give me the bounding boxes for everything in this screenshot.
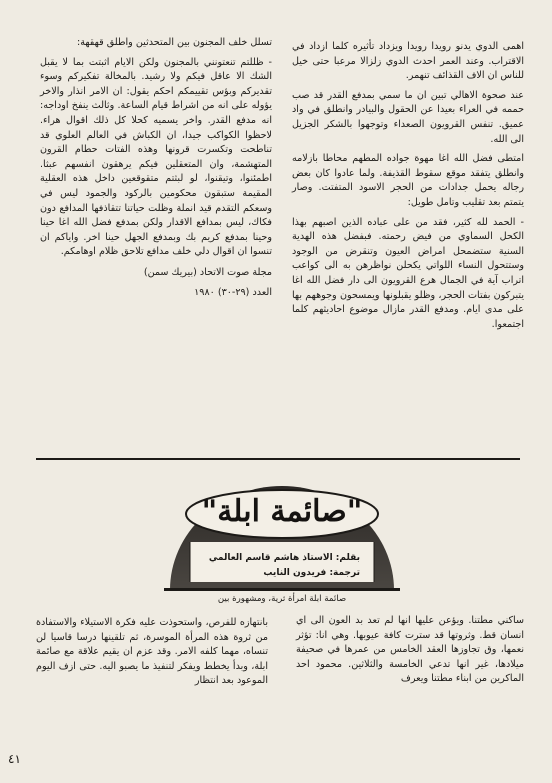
section-divider xyxy=(36,458,520,460)
article-column-top-right xyxy=(292,40,524,337)
paragraph: ساكني مطتنا. ويؤعن عليها انها لم تعد بد العون الى اي انسان قط. وثروتها قد سترت كافة عيوبها. وهي انا: تؤثر نعمها، وق تجاوزها العقد الخامس من عمرها في صحيفة ميلادها، غير انها تدعي الخامسة والثلاثين. محمود احد الماكرين من ابناء مطتنا ويعرف xyxy=(296,615,524,685)
paragraph: اهمى الدوي يدنو رويدا رويدا ويزداد تأثيره كلما ازداد في الاقتراب. وعند العمر احدث الدوي زلزالا مرعبا حتى خيل للناس ان الاف القذائف تنهمر. xyxy=(292,41,524,82)
paragraph: امتطى فضل الله اغا مهوة جواده المطهم محاطا بازلامه وانطلق يتفقد موقع سقوط القذيفة. ولما عادوا كان بعض رجاله يحمل جدادات من الحجر الاسود المتفتت. وصار يتمتم بعد تقليب وتامل طويل: xyxy=(292,153,524,208)
paragraph: عند صحوة الاهالي تبين ان ما سمي بمدفع القدر قد صب حممه في العراء بعيدا عن الحقول والبيادر وانطلق في واد عميق. تنفس القرويون الصعداء وتوجهوا بالشكر الجزيل الى الله. xyxy=(292,89,524,145)
article-column-top-left xyxy=(40,36,272,305)
story-column-left xyxy=(36,616,268,694)
paragraph: بانتهازه للفرص، واستحوذت عليه فكرة الاستيلاء والاستفادة من ثروة هذه المرأة الموسرة، ثم تلقينها درسا قاسيا لن تنساه، مهما كلفه الامر. وقد عزم ان يقيم علاقة مع صائمة ابلة، وبدأ يخطط ويفكر لتنفيذ ما يصبو اليه. حتى ازف اليوم الموعود بعد انتظار xyxy=(36,617,268,687)
story-column-right xyxy=(296,614,524,692)
story-title: "صائمة ابلة" xyxy=(201,494,363,529)
story-opening-line: صائمة ابلة امرأة ثرية، ومشهورة بين xyxy=(217,594,347,604)
page-number: ٤١ xyxy=(8,752,21,766)
issue-number: العدد (٢٩-٣٠) ١٩٨٠ xyxy=(194,286,272,298)
translator-credit: ترجمة: فريدون النايب xyxy=(263,568,360,578)
paragraph: تسلل خلف المجنون بين المتحدثين واطلق قهقهة: xyxy=(77,37,272,48)
author-credit: بقلم: الاستاذ هاشم قاسم العالمي xyxy=(208,553,360,563)
source-credit: مجلة صوت الاتحاد (بيريك سمن) xyxy=(143,266,272,278)
story-title-banner xyxy=(164,480,400,606)
paragraph: - ظللتم تنعتونني بالمجنون ولكن الايام اثبتت بما لا يقبل الشك الا عاقل فيكم ولا رشيد. بالمخالة تفكيركم وسوء تقديركم وبؤس تقييمكم احكم يقول: ان الامر انذار والاخر يؤوله على انه من اشراط قيام الساعة. وثالث ينفخ اوداجه: انه مدفع القدر. واخر يسميه كحلا كل ذلك اقوال هراء. لاحظوا الكواكب جيدا، ان الكباش في العالم العلوي قد تناطحت وتكسرت قرونها وهذه الفتات حطام القرون المتهشمة، وان المتعقلين فيكم يرهقون انفسهم عبثا. اطمئنوا، وتيقنوا، لو لبثتم متقوقعين داخل هذه العقلية المقيمة ستبقون محكومين بالركود والجمود ليس في وسعكم التقدم قيد انملة وظلت حياتنا تتقاذفها المدافع دون فكاك، ليس بمدافع الاقدار ولكن بمدفع فضل الله اغا حينا وحينا بمدفع كريم بك وبمدفع الجهل حينا اخر. واياكم ان تنسوا ان اقوال دلي خلف مدافع تلاحق ظلام اوهامكم. xyxy=(40,56,272,258)
paragraph: - الحمد لله كثير، فقد من على عباده الذين اصبهم بهذا الكحل السماوي من فيض رحمته. فبفضل هذه الهدية السنية ستضمحل امراض العيون وتنقرض من الوجود وستتحول النساء اللواتي يكحلن نواظرهن به الى كواعب اتراب آية في الجمال هرع القرويون الى دار فضل الله اغا يتبركون بفتات الحجر، وظلو يقبلونها ويمسحون وجوههم بها على مدى ايام. ومدفع القدر مازال موضوع احاديثهم كلما اجتمعوا. xyxy=(292,216,524,330)
